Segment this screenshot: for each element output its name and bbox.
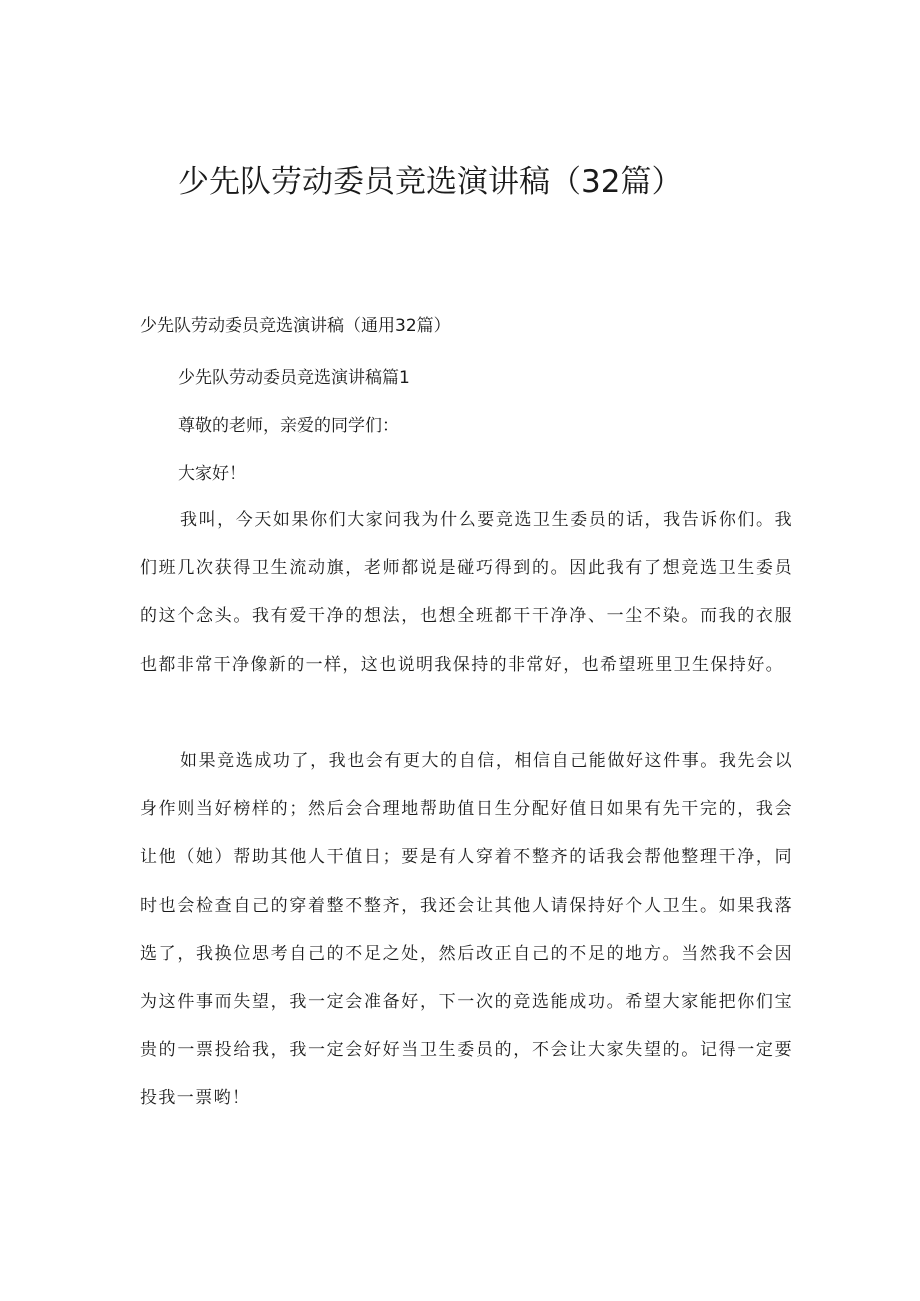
hello-line: 大家好！ (178, 464, 246, 484)
section-heading: 少先队劳动委员竞选演讲稿篇1 (178, 368, 410, 388)
greeting-line: 尊敬的老师，亲爱的同学们： (178, 416, 399, 436)
document-subtitle: 少先队劳动委员竞选演讲稿（通用32篇） (140, 316, 451, 336)
body-paragraph: 如果竞选成功了，我也会有更大的自信，相信自己能做好这件事。我先会以身作则当好榜样的；然后会合理地帮助值日生分配好值日如果有先干完的，我会让他（她）帮助其他人干值日；要是有人穿着不整齐的话我会帮他整理干净，同时也会检查自己的穿着整不整齐，我还会让其他人请保持好个人卫生。如果我落选了，我换位思考自己的不足之处，然后改正自己的不足的地方。当然我不会因为这件事而失望，我一定会准备好，下一次的竞选能成功。希望大家能把你们宝贵的一票投给我，我一定会好好当卫生委员的，不会让大家失望的。记得一定要投我一票哟！ (140, 751, 793, 1109)
document-title: 少先队劳动委员竞选演讲稿（32篇） (178, 164, 683, 200)
body-paragraph: 我叫，今天如果你们大家问我为什么要竞选卫生委员的话，我告诉你们。我们班几次获得卫生流动旗，老师都说是碰巧得到的。因此我有了想竞选卫生委员的这个念头。我有爱干净的想法，也想全班都干干净净、一尘不染。而我的衣服也都非常干净像新的一样，这也说明我保持的非常好，也希望班里卫生保持好。 (140, 510, 793, 675)
